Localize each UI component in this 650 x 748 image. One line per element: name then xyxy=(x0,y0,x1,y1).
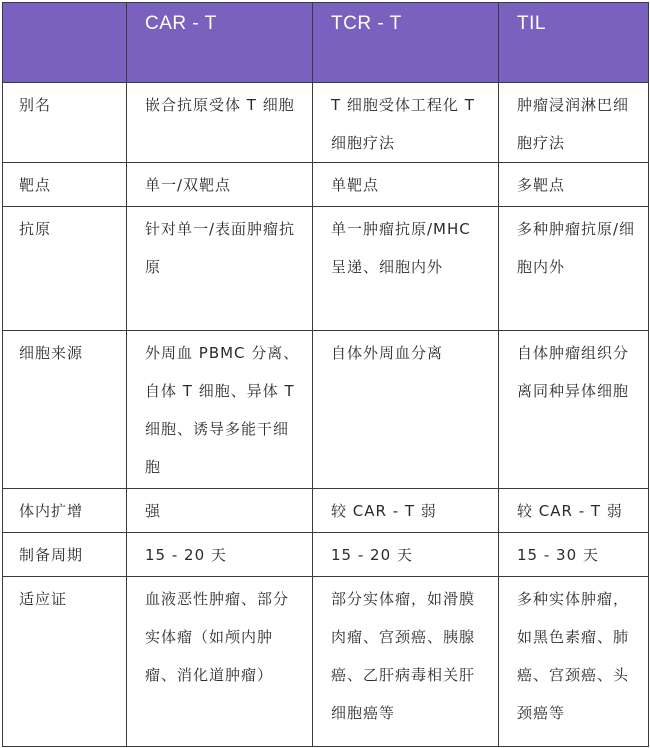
cell-text: T 细胞受体工程化 T 细胞疗法 xyxy=(331,96,475,152)
cell-text: 单靶点 xyxy=(331,176,380,194)
cell-text: 自体肿瘤组织分离同种异体细胞 xyxy=(517,344,630,400)
cell-text: 强 xyxy=(145,502,162,520)
cell-alias-til xyxy=(499,83,649,163)
header-corner-cell xyxy=(3,3,127,83)
cell-text: 15 - 20 天 xyxy=(331,546,413,564)
table-row-target xyxy=(3,163,649,207)
row-label-prep-cycle: 制备周期 xyxy=(3,533,127,577)
cell-source-tcr-t xyxy=(313,331,499,489)
cell-text: 血液恶性肿瘤、部分实体瘤（如颅内肿瘤、消化道肿瘤） xyxy=(145,590,290,684)
table-row-alias xyxy=(3,83,649,163)
cell-source-til xyxy=(499,331,649,489)
cell-target-car-t xyxy=(127,163,313,207)
cell-text: 自体外周血分离 xyxy=(331,344,444,362)
cell-text: 15 - 30 天 xyxy=(517,546,599,564)
cell-antigen-tcr-t xyxy=(313,207,499,331)
cell-text: 嵌合抗原受体 T 细胞 xyxy=(145,96,295,114)
cell-target-tcr-t xyxy=(313,163,499,207)
cell-antigen-til xyxy=(499,207,649,331)
table-row-expansion xyxy=(3,489,649,533)
cell-expansion-tcr-t xyxy=(313,489,499,533)
cell-text: 部分实体瘤，如滑膜肉瘤、宫颈癌、胰腺癌、乙肝病毒相关肝细胞癌等 xyxy=(331,590,476,722)
header-til: TIL xyxy=(499,3,649,83)
row-label-cell-source: 细胞来源 xyxy=(3,331,127,489)
cell-indications-tcr-t xyxy=(313,577,499,747)
cell-text: 外周血 PBMC 分离、自体 T 细胞、异体 T 细胞、诱导多能干细胞 xyxy=(145,344,300,476)
table-row-prep-cycle xyxy=(3,533,649,577)
cell-text: 单一肿瘤抗原/MHC 呈递、细胞内外 xyxy=(331,220,471,276)
table-row-antigen xyxy=(3,207,649,331)
cell-text: 肿瘤浸润淋巴细胞疗法 xyxy=(517,96,630,152)
cell-indications-til xyxy=(499,577,649,747)
cell-prep-car-t xyxy=(127,533,313,577)
cell-text: 15 - 20 天 xyxy=(145,546,227,564)
cell-expansion-car-t xyxy=(127,489,313,533)
cell-alias-car-t xyxy=(127,83,313,163)
cell-antigen-car-t xyxy=(127,207,313,331)
cell-alias-tcr-t xyxy=(313,83,499,163)
table-row-indications xyxy=(3,577,649,747)
header-car-t: CAR - T xyxy=(127,3,313,83)
header-tcr-t: TCR - T xyxy=(313,3,499,83)
cell-text: 多种实体肿瘤，如黑色素瘤、肺癌、宫颈癌、头颈癌等 xyxy=(517,590,630,722)
row-label-target: 靶点 xyxy=(3,163,127,207)
cell-text: 单一/双靶点 xyxy=(145,176,232,194)
table-row-cell-source xyxy=(3,331,649,489)
comparison-table xyxy=(2,2,649,747)
cell-expansion-til xyxy=(499,489,649,533)
cell-indications-car-t xyxy=(127,577,313,747)
cell-prep-til xyxy=(499,533,649,577)
cell-text: 针对单一/表面肿瘤抗原 xyxy=(145,220,296,276)
cell-text: 较 CAR - T 弱 xyxy=(331,502,437,520)
cell-source-car-t xyxy=(127,331,313,489)
row-label-indications: 适应证 xyxy=(3,577,127,747)
row-label-antigen: 抗原 xyxy=(3,207,127,331)
table-header-row xyxy=(3,3,649,83)
row-label-alias: 别名 xyxy=(3,83,127,163)
cell-prep-tcr-t xyxy=(313,533,499,577)
cell-text: 多种肿瘤抗原/细胞内外 xyxy=(517,220,636,276)
cell-text: 多靶点 xyxy=(517,176,566,194)
cell-text: 较 CAR - T 弱 xyxy=(517,502,623,520)
row-label-expansion: 体内扩增 xyxy=(3,489,127,533)
cell-target-til xyxy=(499,163,649,207)
